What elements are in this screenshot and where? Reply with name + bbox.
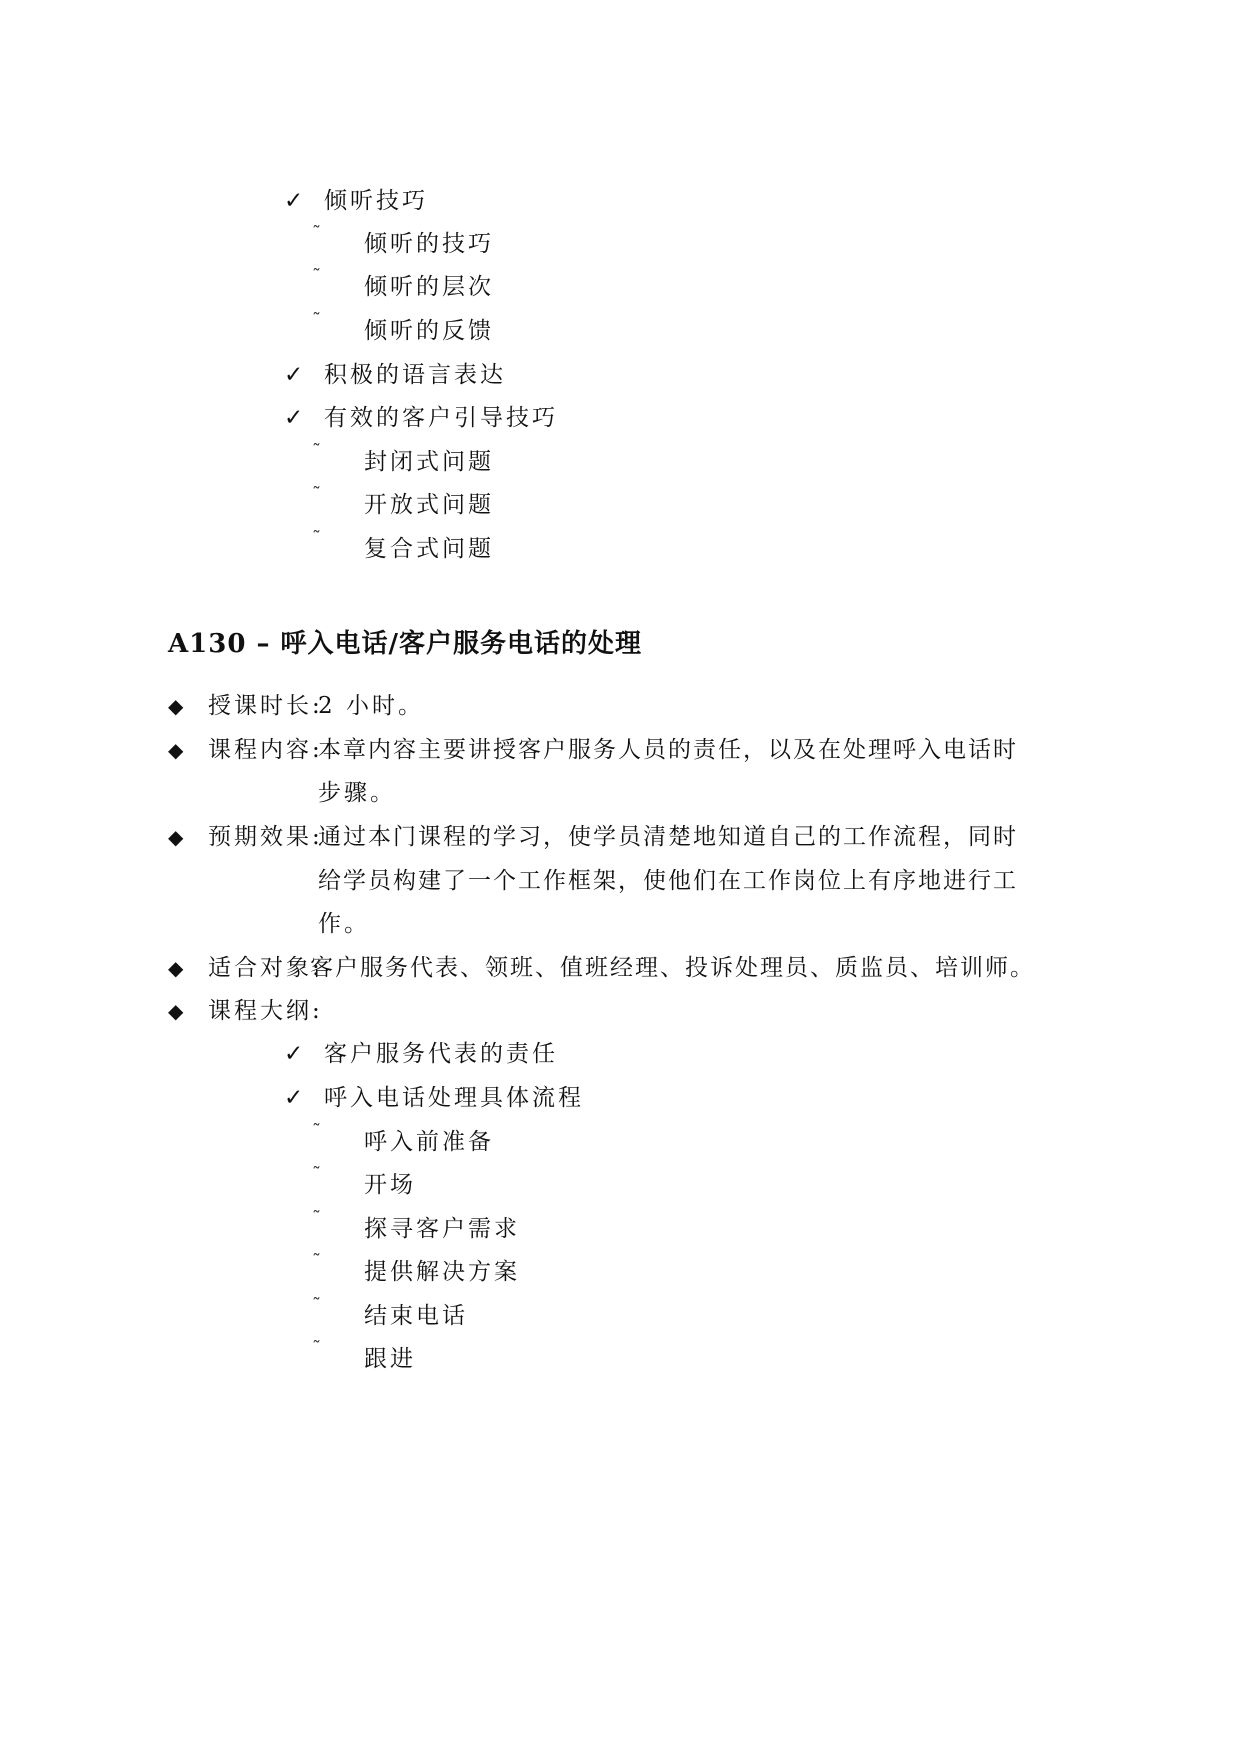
content-text-line: 步骤。 bbox=[318, 780, 396, 806]
effect-text-line: 作。 bbox=[318, 911, 370, 937]
outline-subitem: 倾听的层次 bbox=[364, 274, 494, 300]
tilde-bullet-icon: ˜ bbox=[312, 1251, 321, 1272]
tilde-bullet-icon: ˜ bbox=[312, 1164, 321, 1185]
diamond-bullet-icon: ◆ bbox=[168, 694, 184, 718]
tilde-bullet-icon: ˜ bbox=[312, 528, 321, 549]
outline-item-process: 呼入电话处理具体流程 bbox=[324, 1085, 584, 1111]
outline-subitem: 封闭式问题 bbox=[364, 449, 494, 475]
tilde-bullet-icon: ˜ bbox=[312, 441, 321, 462]
check-icon: ✓ bbox=[284, 362, 304, 388]
content-text-line: 本章内容主要讲授客户服务人员的责任，以及在处理呼入电话时 bbox=[318, 737, 1018, 763]
tilde-bullet-icon: ˜ bbox=[312, 1295, 321, 1316]
duration-label: 授课时长: bbox=[208, 693, 323, 719]
effect-text-line: 通过本门课程的学习，使学员清楚地知道自己的工作流程，同时 bbox=[318, 824, 1018, 850]
diamond-bullet-icon: ◆ bbox=[168, 956, 184, 980]
outline-subitem: 倾听的技巧 bbox=[364, 231, 494, 257]
diamond-bullet-icon: ◆ bbox=[168, 825, 184, 849]
audience-value: 客户服务代表、领班、值班经理、投诉处理员、质监员、培训师。 bbox=[310, 955, 1035, 981]
outline-subitem: 呼入前准备 bbox=[364, 1129, 494, 1155]
check-icon: ✓ bbox=[284, 1041, 304, 1067]
check-icon: ✓ bbox=[284, 405, 304, 431]
outline-subitem: 跟进 bbox=[364, 1346, 416, 1372]
outline-item-guidance: 有效的客户引导技巧 bbox=[324, 405, 558, 431]
tilde-bullet-icon: ˜ bbox=[312, 223, 321, 244]
outline-subitem: 复合式问题 bbox=[364, 536, 494, 562]
diamond-bullet-icon: ◆ bbox=[168, 999, 184, 1023]
check-icon: ✓ bbox=[284, 188, 304, 214]
tilde-bullet-icon: ˜ bbox=[312, 1338, 321, 1359]
content-label: 课程内容: bbox=[208, 737, 323, 763]
outline-item-language: 积极的语言表达 bbox=[324, 362, 506, 388]
check-icon: ✓ bbox=[284, 1085, 304, 1111]
outline-item-responsibility: 客户服务代表的责任 bbox=[324, 1041, 558, 1067]
outline-subitem: 开场 bbox=[364, 1172, 416, 1198]
diamond-bullet-icon: ◆ bbox=[168, 738, 184, 762]
tilde-bullet-icon: ˜ bbox=[312, 1121, 321, 1142]
effect-label: 预期效果: bbox=[208, 824, 323, 850]
section-title: A130 – 呼入电话/客户服务电话的处理 bbox=[168, 629, 643, 659]
audience-label: 适合对象: bbox=[208, 955, 323, 981]
outline-subitem: 开放式问题 bbox=[364, 492, 494, 518]
outline-item-listening: 倾听技巧 bbox=[324, 188, 428, 214]
tilde-bullet-icon: ˜ bbox=[312, 484, 321, 505]
outline-subitem: 结束电话 bbox=[364, 1303, 468, 1329]
outline-subitem: 探寻客户需求 bbox=[364, 1216, 520, 1242]
tilde-bullet-icon: ˜ bbox=[312, 310, 321, 331]
outline-label: 课程大纲: bbox=[208, 998, 323, 1024]
outline-subitem: 提供解决方案 bbox=[364, 1259, 520, 1285]
tilde-bullet-icon: ˜ bbox=[312, 1208, 321, 1229]
duration-value: 2 小时。 bbox=[318, 693, 424, 719]
effect-text-line: 给学员构建了一个工作框架，使他们在工作岗位上有序地进行工 bbox=[318, 868, 1018, 894]
outline-subitem: 倾听的反馈 bbox=[364, 318, 494, 344]
tilde-bullet-icon: ˜ bbox=[312, 266, 321, 287]
